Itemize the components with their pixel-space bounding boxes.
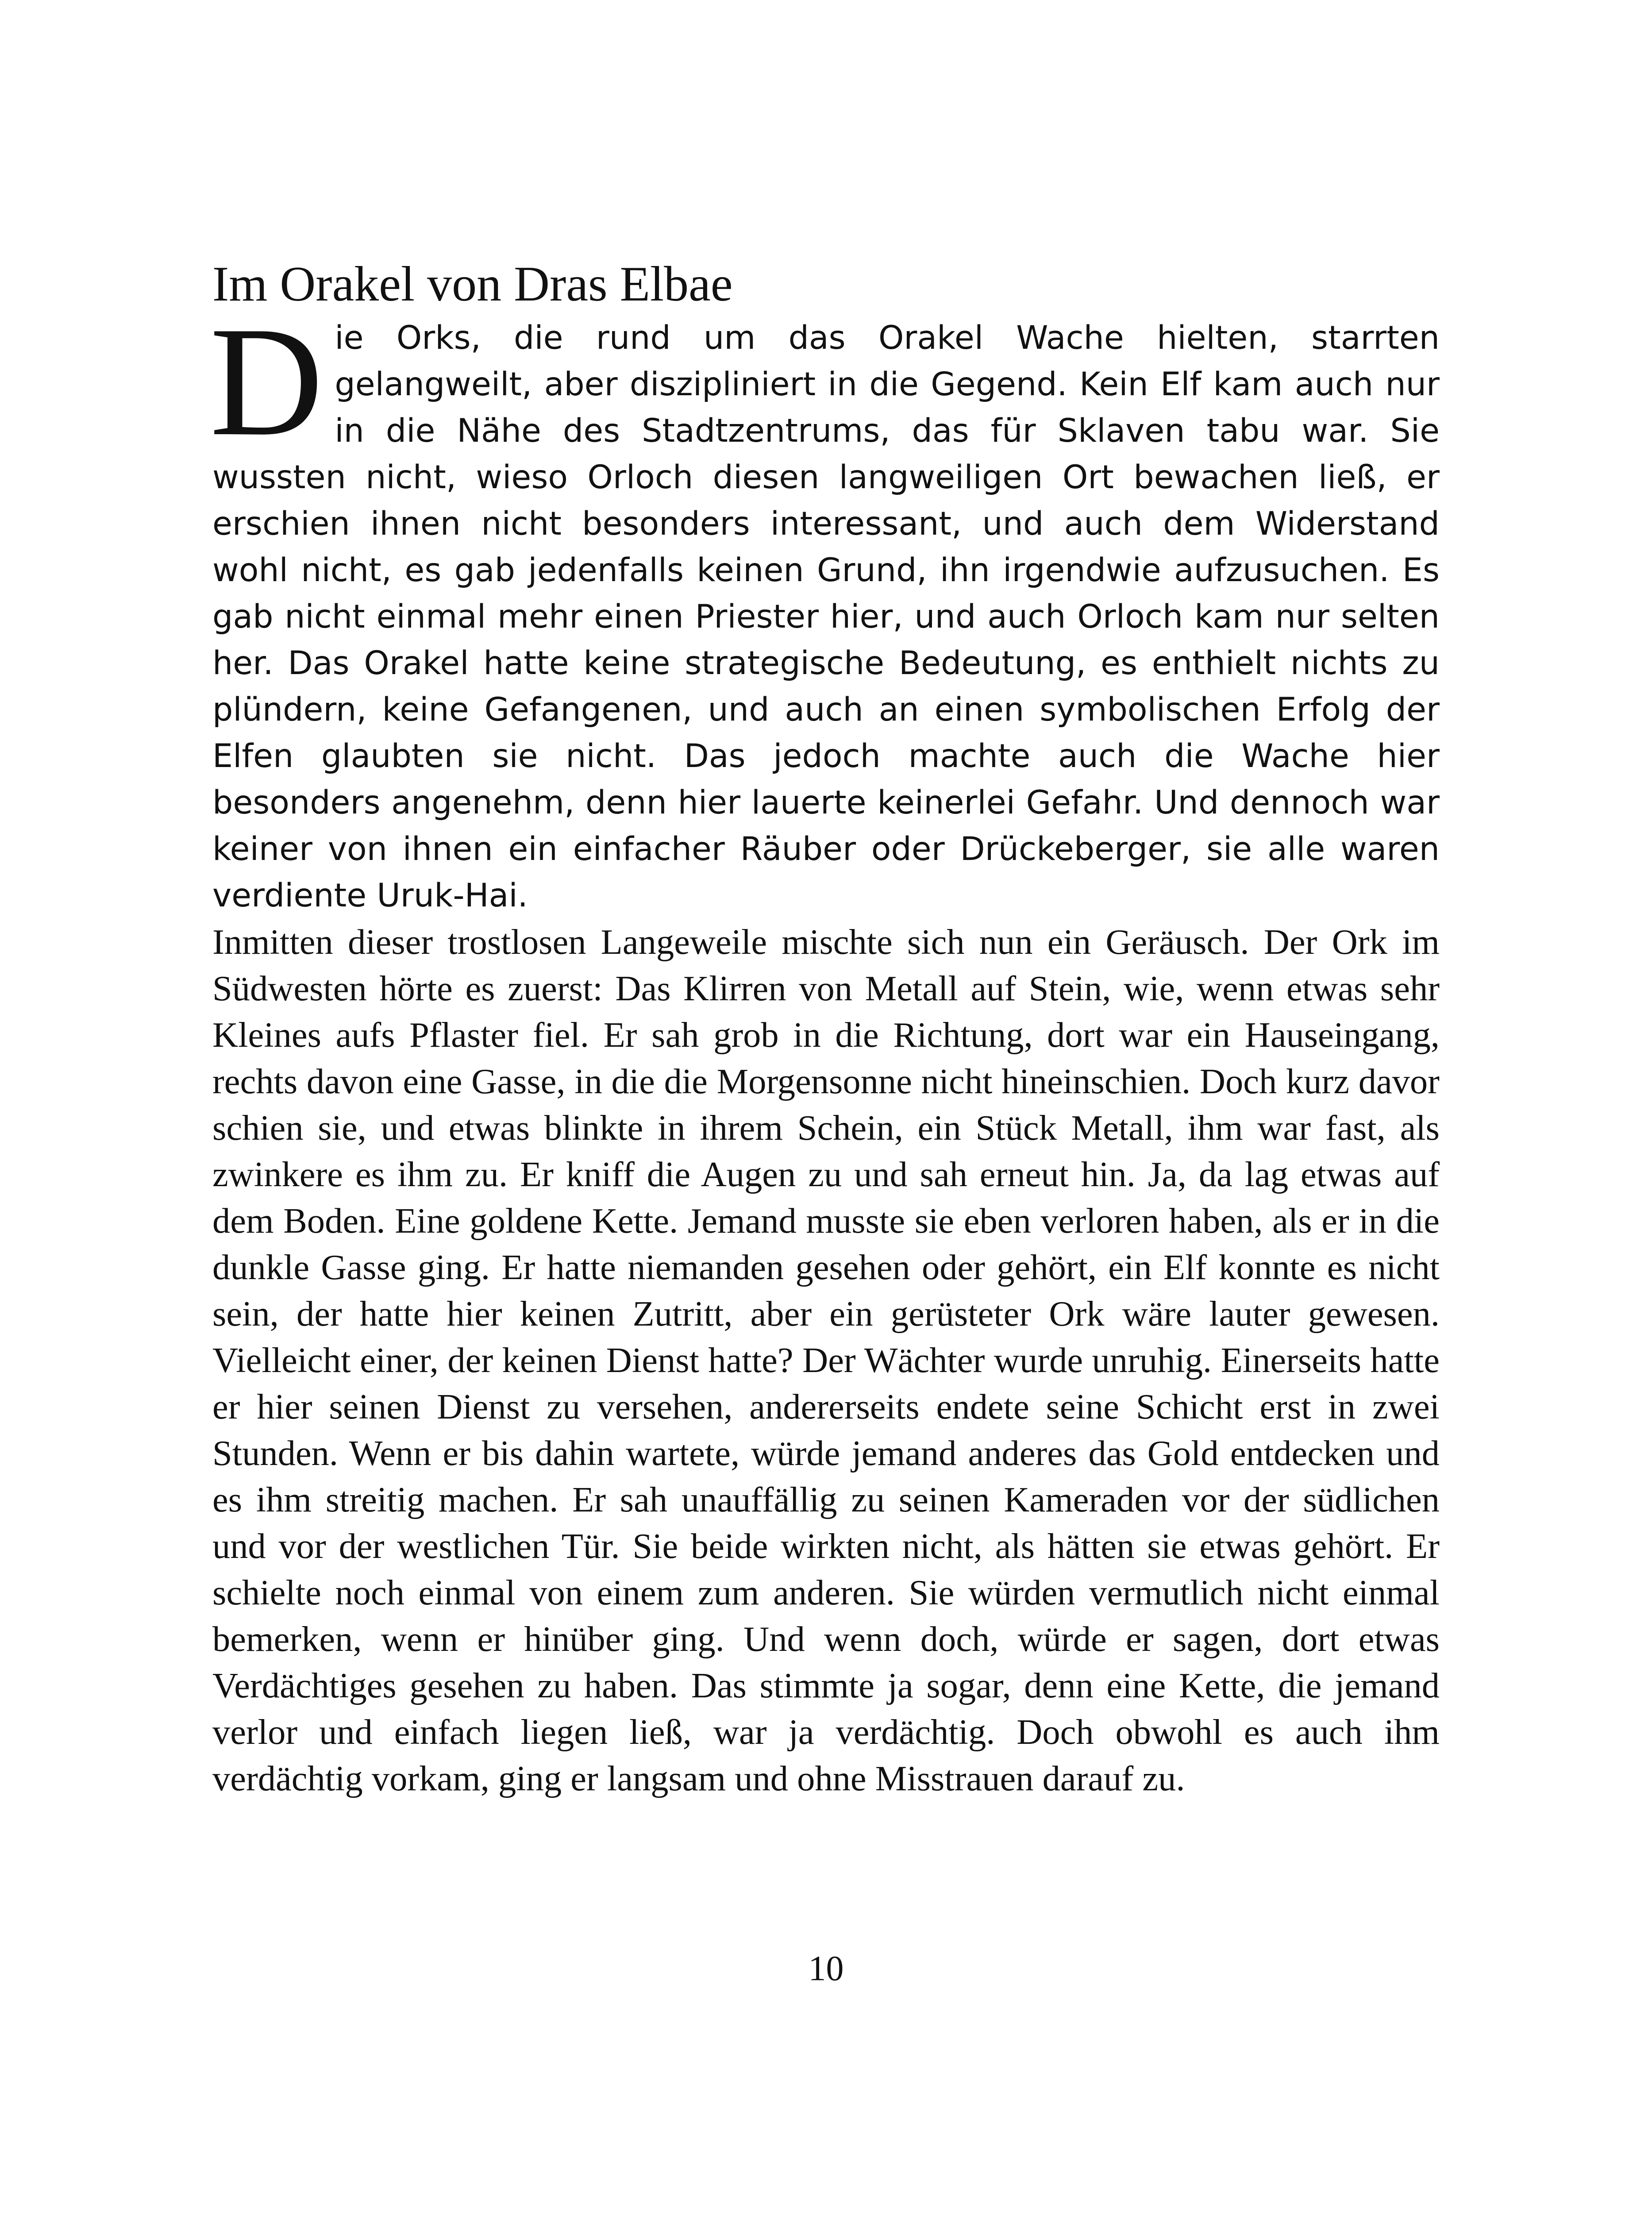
paragraph <box>210 294 1440 919</box>
drop-cap: D <box>210 294 323 468</box>
chapter-title: Im Orakel von Dras Elbae <box>212 257 733 312</box>
body-text <box>210 294 1440 1802</box>
paragraph-text: ie Orks, die rund um das Orakel Wache hielten, starrten gelangweilt, aber diszipliniert in die Gegend. Kein Elf kam auch nur in die Nähe des Stadtzentrums, das für Sklaven tabu war. Sie wussten nicht, wieso Orloch diesen langweiligen Ort bewachen ließ, er erschien ihnen nicht besonders interessant, und auch dem Widerstand wohl nicht, es gab jedenfalls keinen Grund, ihn irgendwie aufzusuchen. Es gab nicht einmal mehr einen Priester hier, und auch Orloch kam nur selten her. Das Orakel hatte keine strategische Bedeutung, es enthielt nichts zu plündern, keine Gefangenen, und auch an einen symbolischen Erfolg der Elfen glaubten sie nicht. Das jedoch machte auch die Wache hier besonders angenehm, denn hier lauerte keinerlei Gefahr. Und dennoch war keiner von ihnen ein einfacher Räuber oder Drückeberger, sie alle waren verdiente Uruk-Hai. <box>212 319 1440 914</box>
page-number: 10 <box>808 1949 844 1988</box>
paragraph: Inmitten dieser trostlosen Langeweile mischte sich nun ein Geräusch. Der Ork im Südwesten hörte es zuerst: Das Klirren von Metall auf Stein, wie, wenn etwas sehr Kleines aufs Pflaster fiel. Er sah grob in die Richtung, dort war ein Hauseingang, rechts davon eine Gasse, in die die Morgensonne nicht hineinschien. Doch kurz davor schien sie, und etwas blinkte in ihrem Schein, ein Stück Metall, ihm war fast, als zwinkere es ihm zu. Er kniff die Augen zu und sah erneut hin. Ja, da lag etwas auf dem Boden. Eine goldene Kette. Jemand musste sie eben verloren haben, als er in die dunkle Gasse ging. Er hatte niemanden gesehen oder gehört, ein Elf konnte es nicht sein, der hatte hier keinen Zutritt, aber ein gerüsteter Ork wäre lauter gewesen. Vielleicht einer, der keinen Dienst hatte? Der Wächter wurde unruhig. Einerseits hatte er hier seinen Dienst zu versehen, andererseits endete seine Schicht erst in zwei Stunden. Wenn er bis dahin wartete, würde jemand anderes das Gold entdecken und es ihm streitig machen. Er sah unauffällig zu seinen Kameraden vor der südlichen und vor der westlichen Tür. Sie beide wirkten nicht, als hätten sie etwas gehört. Er schielte noch einmal von einem zum anderen. Sie würden vermutlich nicht einmal bemerken, wenn er hinüber ging. Und wenn doch, würde er sagen, dort etwas Verdächtiges gesehen zu haben. Das stimmte ja sogar, denn eine Kette, die jemand verlor und einfach liegen ließ, war ja verdächtig. Doch obwohl es auch ihm verdächtig vorkam, ging er langsam und ohne Misstrauen darauf zu. <box>212 922 1440 1798</box>
